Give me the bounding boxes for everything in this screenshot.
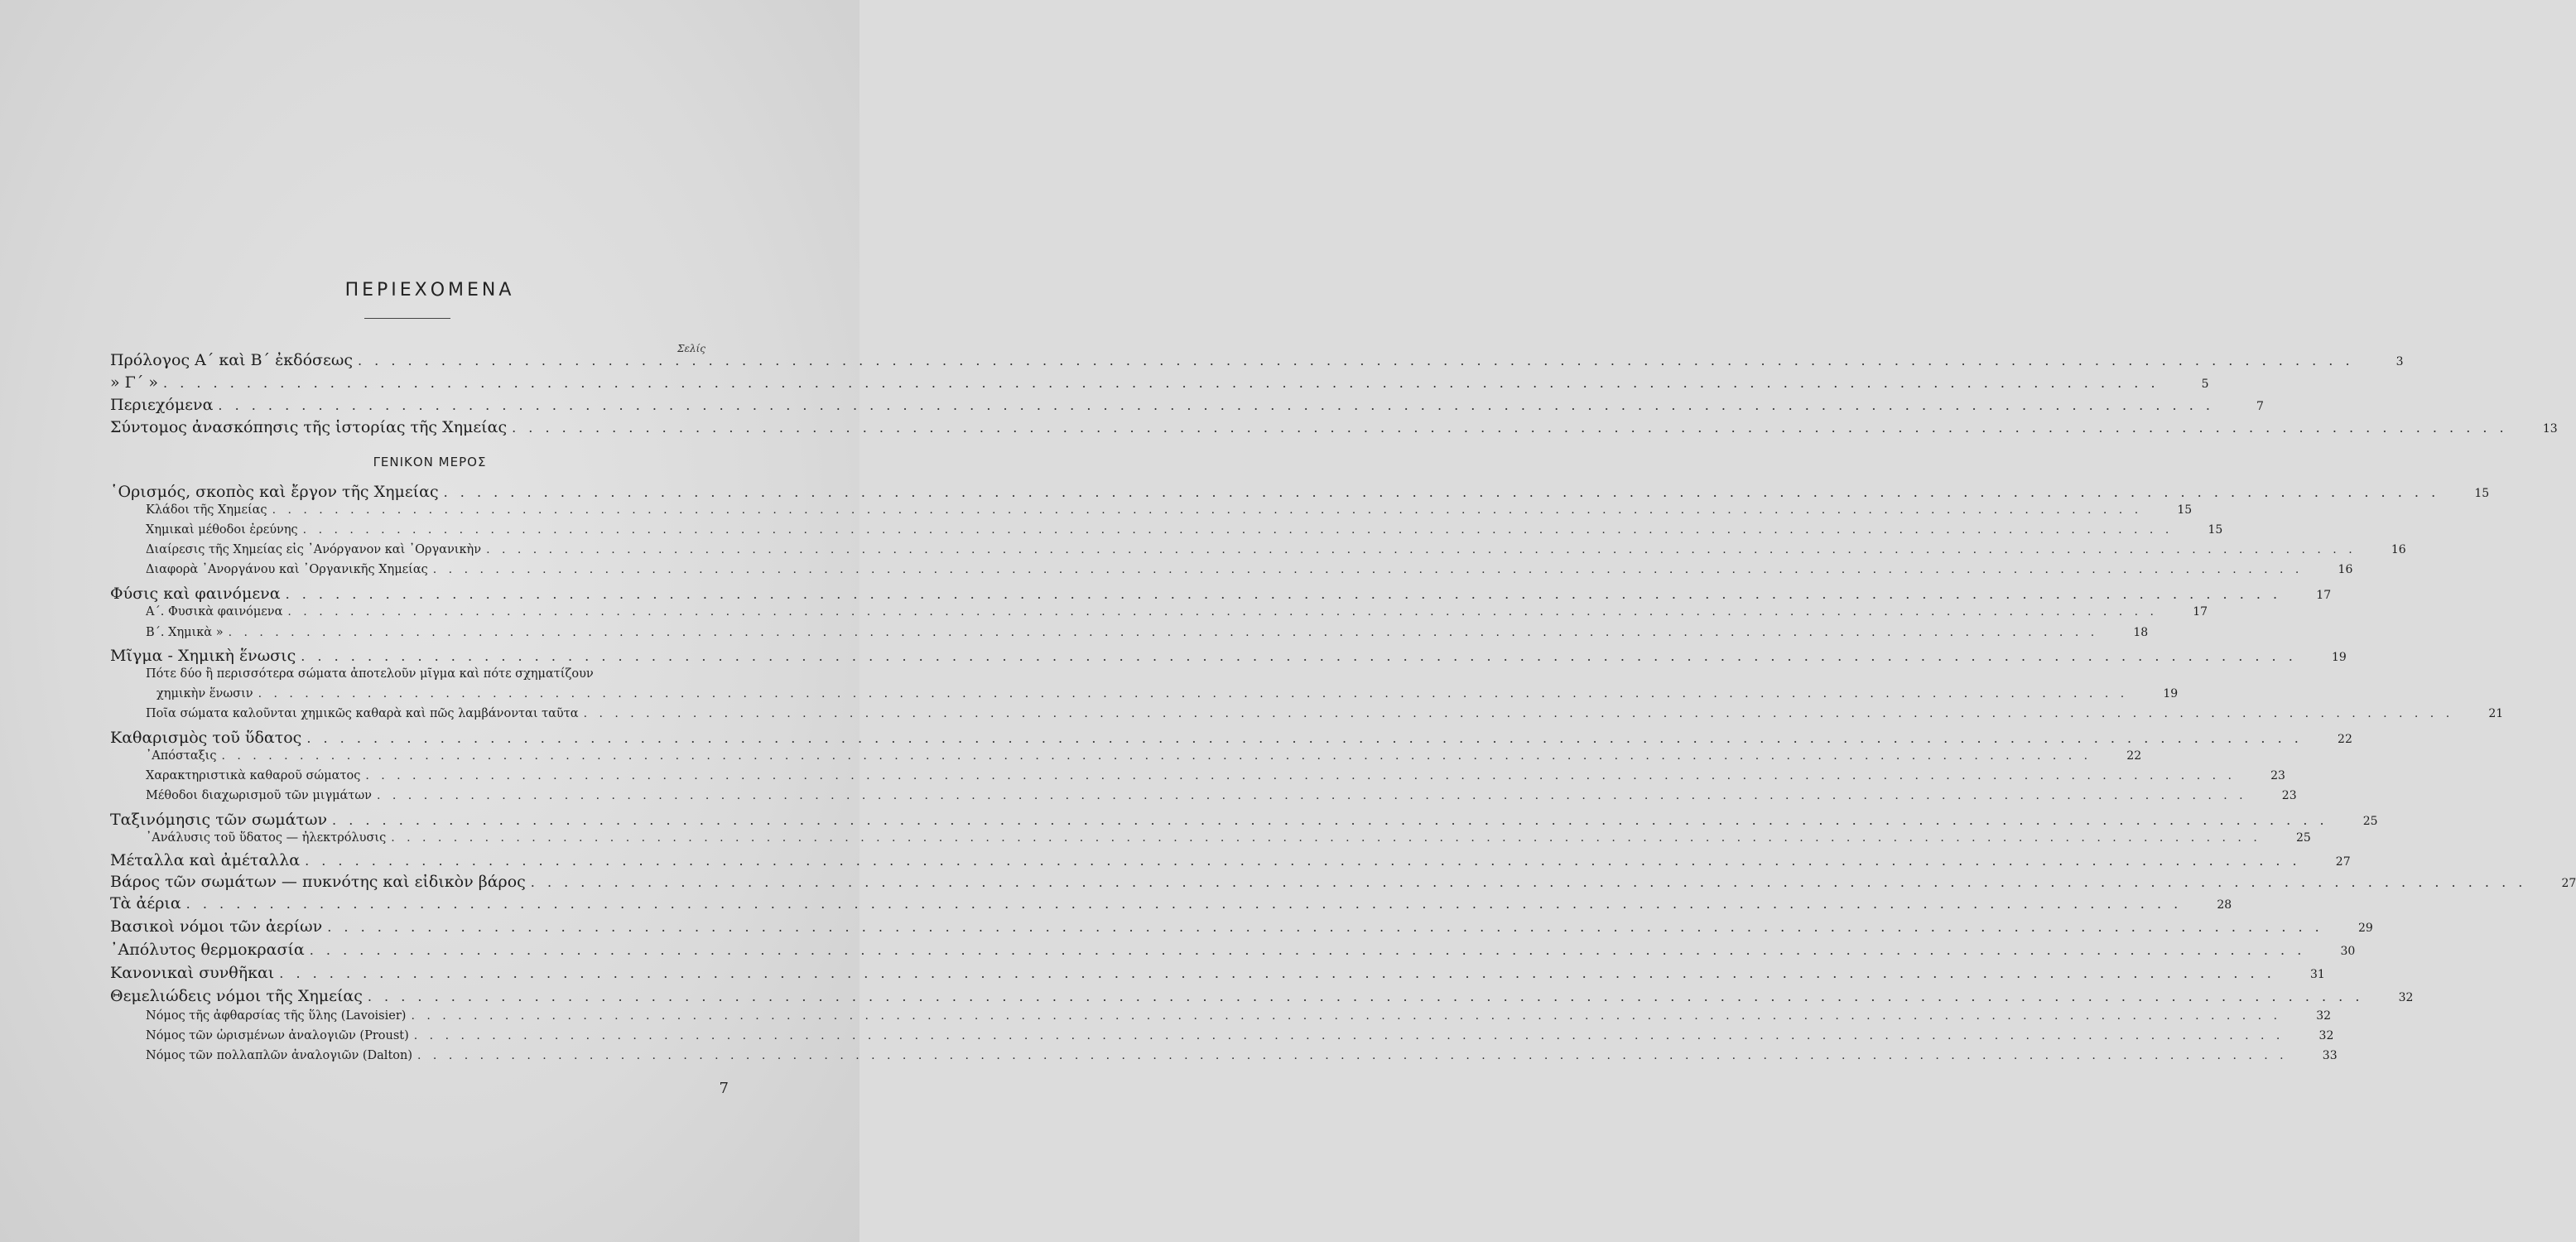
dot-leader: . . . . . . . . . . . . . . . . . . . . . . . . . . . . . . . . . . . . . . . . . . . . . . . . . . . . . . . . . . . . . . . . . . . . . . . . . . . . . . . . . . . . . . . . . . . . . . . . . . . . . . . . . . . . . . . . . . . . . . . .: [306, 730, 2303, 746]
toc-entry-label: Μέθοδοι διαχωρισμοῦ τῶν μιγμάτων: [146, 789, 372, 802]
toc-entry: [0, 789, 2297, 812]
toc-entry-page: 16: [2391, 543, 2406, 556]
toc-entry-page: 25: [2362, 815, 2378, 828]
toc-entry-page: 22: [2126, 749, 2142, 763]
toc-entry-label: Νόμος τῶν πολλαπλῶν ἀναλογιῶν (Dalton): [146, 1049, 413, 1062]
toc-entry-page: 7: [2256, 400, 2264, 413]
dot-leader: . . . . . . . . . . . . . . . . . . . . . . . . . . . . . . . . . . . . . . . . . . . . . . . . . . . . . . . . . . . . . . . . . . . . . . . . . . . . . . . . . . . . . . . . . . . . . . . . . . . . . . . . . . . . . . . . . . . . . . . .: [279, 965, 2275, 981]
toc-entry-label: Πρόλογος Α΄ καὶ Β΄ ἐκδόσεως: [110, 351, 353, 369]
toc-entry-label: Μέταλλα καὶ ἀμέταλλα: [110, 851, 301, 869]
toc-entry-label: Χαρακτηριστικὰ καθαροῦ σώματος: [146, 769, 361, 782]
toc-entry-label: Βάρος τῶν σωμάτων — πυκνότης καὶ εἰδικὸν βάρος: [110, 873, 526, 891]
toc-entry: [0, 811, 2378, 834]
dot-leader: . . . . . . . . . . . . . . . . . . . . . . . . . . . . . . . . . . . . . . . . . . . . . . . . . . . . . . . . . . . . . . . . . . . . . . . . . . . . . . . . . . . . . . . . . . . . . . . . . . . . . . . . . . . . . . . . . . . . . . . .: [305, 853, 2301, 869]
dot-leader: . . . . . . . . . . . . . . . . . . . . . . . . . . . . . . . . . . . . . . . . . . . . . . . . . . . . . . . . . . . . . . . . . . . . . . . . . . . . . . . . . . . . . . . . . . . . . . . . . . . . . . . . . . . . . . . . . . . . . . . .: [413, 1029, 2285, 1042]
toc-entry-page: 23: [2270, 769, 2285, 782]
dot-leader: . . . . . . . . . . . . . . . . . . . . . . . . . . . . . . . . . . . . . . . . . . . . . . . . . . . . . . . . . . . . . . . . . . . . . . . . . . . . . . . . . . . . . . . . . . . . . . . . . . . . . . . . . . . . . . . . . . . . . . . .: [285, 586, 2282, 602]
toc-entry: [0, 418, 2558, 441]
toc-entry-label: Χημικαὶ μέθοδοι ἐρεύνης: [146, 523, 298, 537]
toc-entry: [0, 626, 2149, 649]
toc-entry-label: Κλάδοι τῆς Χημείας: [146, 503, 267, 517]
toc-entry: [0, 351, 2404, 374]
toc-entry-page: 27: [2335, 855, 2351, 869]
toc-entry-page: 21: [2488, 707, 2504, 720]
toc-entry-page: 15: [2208, 523, 2223, 537]
toc-entry-page: 19: [2163, 687, 2179, 700]
toc-entry-page: 29: [2357, 922, 2373, 935]
dot-leader: . . . . . . . . . . . . . . . . . . . . . . . . . . . . . . . . . . . . . . . . . . . . . . . . . . . . . . . . . . . . . . . . . . . . . . . . . . . . . . . . . . . . . . . . . . . . . . . . . . . . . . . . . . . . . . . . . . . . . . . .: [583, 707, 2454, 720]
toc-entry: [0, 894, 2232, 917]
toc-entry-label: Περιεχόμενα: [110, 396, 214, 414]
toc-entry: [0, 917, 2373, 941]
toc-entry-page: 19: [2331, 651, 2347, 664]
dot-leader: . . . . . . . . . . . . . . . . . . . . . . . . . . . . . . . . . . . . . . . . . . . . . . . . . . . . . . . . . . . . . . . . . . . . . . . . . . . . . . . . . . . . . . . . . . . . . . . . . . . . . . . . . . . . . . . . . . . . . . . .: [327, 919, 2323, 935]
dot-leader: . . . . . . . . . . . . . . . . . . . . . . . . . . . . . . . . . . . . . . . . . . . . . . . . . . . . . . . . . . . . . . . . . . . . . . . . . . . . . . . . . . . . . . . . . . . . . . . . . . . . . . . . . . . . . . . . . . . . . . . .: [272, 503, 2143, 517]
toc-entry-label: Διαίρεσις τῆς Χημείας εἰς ᾿Ανόργανον καὶ ᾿Οργανικὴν: [146, 543, 482, 556]
toc-entry: [0, 373, 2209, 397]
toc-entry-label: Πότε δύο ἢ περισσότερα σώματα ἀποτελοῦν μῖγμα καὶ πότε σχηματίζουν: [146, 667, 594, 681]
dot-leader: . . . . . . . . . . . . . . . . . . . . . . . . . . . . . . . . . . . . . . . . . . . . . . . . . . . . . . . . . . . . . . . . . . . . . . . . . . . . . . . . . . . . . . . . . . . . . . . . . . . . . . . . . . . . . . . . . . . . . . . .: [332, 812, 2328, 828]
dot-leader: . . . . . . . . . . . . . . . . . . . . . . . . . . . . . . . . . . . . . . . . . . . . . . . . . . . . . . . . . . . . . . . . . . . . . . . . . . . . . . . . . . . . . . . . . . . . . . . . . . . . . . . . . . . . . . . . . . . . . . . .: [391, 831, 2261, 845]
toc-entry-label: ᾿Απόσταξις: [146, 749, 217, 763]
title-rule: [364, 318, 450, 319]
toc-entry-label: Κανονικαὶ συνθῆκαι: [110, 964, 275, 982]
dot-leader: . . . . . . . . . . . . . . . . . . . . . . . . . . . . . . . . . . . . . . . . . . . . . . . . . . . . . . . . . . . . . . . . . . . . . . . . . . . . . . . . . . . . . . . . . . . . . . . . . . . . . . . . . . . . . . . . . . . . . . . .: [377, 789, 2247, 802]
toc-entry: [0, 964, 2325, 987]
toc-entry-label: Διαφορὰ ᾿Ανοργάνου καὶ ᾿Οργανικῆς Χημείας: [146, 563, 428, 576]
toc-entry-label: Β΄. Χημικὰ »: [146, 626, 224, 639]
toc-entry-page: 15: [2474, 487, 2490, 500]
toc-entry-label: Α΄. Φυσικὰ φαινόμενα: [146, 605, 283, 619]
toc-entry: [0, 647, 2347, 670]
toc-entry-label: Μῖγμα - Χημικὴ ἕνωσις: [110, 647, 296, 665]
toc-entry: [0, 563, 2353, 586]
dot-leader: . . . . . . . . . . . . . . . . . . . . . . . . . . . . . . . . . . . . . . . . . . . . . . . . . . . . . . . . . . . . . . . . . . . . . . . . . . . . . . . . . . . . . . . . . . . . . . . . . . . . . . . . . . . . . . . . . . . . . . . .: [301, 648, 2297, 664]
dot-leader: . . . . . . . . . . . . . . . . . . . . . . . . . . . . . . . . . . . . . . . . . . . . . . . . . . . . . . . . . . . . . . . . . . . . . . . . . . . . . . . . . . . . . . . . . . . . . . . . . . . . . . . . . . . . . . . . . . . . . . . .: [258, 687, 2129, 700]
toc-entry-page: 33: [2322, 1049, 2338, 1062]
toc-entry-page: 31: [2309, 968, 2325, 981]
toc-entry: [0, 987, 2414, 1010]
toc-entry: [0, 1049, 2338, 1072]
toc-entry-label: Θεμελιώδεις νόμοι τῆς Χημείας: [110, 987, 363, 1005]
dot-leader: . . . . . . . . . . . . . . . . . . . . . . . . . . . . . . . . . . . . . . . . . . . . . . . . . . . . . . . . . . . . . . . . . . . . . . . . . . . . . . . . . . . . . . . . . . . . . . . . . . . . . . . . . . . . . . . . . . . . . . . .: [309, 942, 2306, 958]
toc-entry: [0, 851, 2351, 874]
dot-leader: . . . . . . . . . . . . . . . . . . . . . . . . . . . . . . . . . . . . . . . . . . . . . . . . . . . . . . . . . . . . . . . . . . . . . . . . . . . . . . . . . . . . . . . . . . . . . . . . . . . . . . . . . . . . . . . . . . . . . . . .: [432, 563, 2304, 576]
dot-leader: . . . . . . . . . . . . . . . . . . . . . . . . . . . . . . . . . . . . . . . . . . . . . . . . . . . . . . . . . . . . . . . . . . . . . . . . . . . . . . . . . . . . . . . . . . . . . . . . . . . . . . . . . . . . . . . . . . . . . . . .: [512, 420, 2508, 436]
toc-entry: [0, 483, 2490, 506]
toc-entry-label: χημικὴν ἕνωσιν: [156, 687, 253, 700]
dot-leader: . . . . . . . . . . . . . . . . . . . . . . . . . . . . . . . . . . . . . . . . . . . . . . . . . . . . . . . . . . . . . . . . . . . . . . . . . . . . . . . . . . . . . . . . . . . . . . . . . . . . . . . . . . . . . . . . . . . . . . . .: [443, 484, 2440, 500]
toc-entry-label: ᾿Απόλυτος θερμοκρασία: [110, 941, 305, 959]
toc-entry-label: ῾Ορισμός, σκοπὸς καὶ ἔργον τῆς Χημείας: [110, 483, 439, 501]
toc-entry-label: ᾿Ανάλυσις τοῦ ὕδατος — ἠλεκτρόλυσις: [146, 831, 387, 845]
toc-entry-label: Ποῖα σώματα καλοῦνται χημικῶς καθαρὰ καὶ πῶς λαμβάνονται ταῦτα: [146, 707, 579, 720]
toc-entry-page: 32: [2398, 991, 2414, 1004]
toc-entry-page: 32: [2318, 1029, 2334, 1042]
toc-entry: [0, 585, 2332, 608]
dot-leader: . . . . . . . . . . . . . . . . . . . . . . . . . . . . . . . . . . . . . . . . . . . . . . . . . . . . . . . . . . . . . . . . . . . . . . . . . . . . . . . . . . . . . . . . . . . . . . . . . . . . . . . . . . . . . . . . . . . . . . . .: [358, 353, 2354, 368]
dot-leader: . . . . . . . . . . . . . . . . . . . . . . . . . . . . . . . . . . . . . . . . . . . . . . . . . . . . . . . . . . . . . . . . . . . . . . . . . . . . . . . . . . . . . . . . . . . . . . . . . . . . . . . . . . . . . . . . . . . . . . . .: [185, 896, 2183, 912]
page-title: ΠΕΡΙΕΧΟΜΕΝΑ: [344, 280, 515, 301]
toc-entry-page: 17: [2316, 589, 2332, 602]
toc-entry-label: Νόμος τῆς ἀφθαρσίας τῆς ὕλης (Lavoisier): [146, 1009, 407, 1023]
toc-entry-label: Σύντομος ἀνασκόπησις τῆς ἱστορίας τῆς Χημείας: [110, 418, 508, 436]
dot-leader: . . . . . . . . . . . . . . . . . . . . . . . . . . . . . . . . . . . . . . . . . . . . . . . . . . . . . . . . . . . . . . . . . . . . . . . . . . . . . . . . . . . . . . . . . . . . . . . . . . . . . . . . . . . . . . . . . . . . . . . .: [218, 397, 2214, 413]
toc-entry-label: » Γ΄ »: [110, 373, 159, 392]
dot-leader: . . . . . . . . . . . . . . . . . . . . . . . . . . . . . . . . . . . . . . . . . . . . . . . . . . . . . . . . . . . . . . . . . . . . . . . . . . . . . . . . . . . . . . . . . . . . . . . . . . . . . . . . . . . . . . . . . . . . . . . .: [228, 626, 2099, 639]
toc-entry-page: 25: [2295, 831, 2311, 845]
toc-entry-label: Φύσις καὶ φαινόμενα: [110, 585, 281, 603]
toc-entry-page: 23: [2281, 789, 2297, 802]
toc-entry-page: 27: [2561, 877, 2576, 890]
toc-entry-label: Καθαρισμὸς τοῦ ὕδατος: [110, 729, 302, 747]
toc-entry-page: 32: [2316, 1009, 2332, 1023]
dot-leader: . . . . . . . . . . . . . . . . . . . . . . . . . . . . . . . . . . . . . . . . . . . . . . . . . . . . . . . . . . . . . . . . . . . . . . . . . . . . . . . . . . . . . . . . . . . . . . . . . . . . . . . . . . . . . . . . . . . . . . . .: [221, 749, 2092, 763]
page-number: 7: [719, 1080, 729, 1097]
page-column-label: Σελίς: [677, 343, 705, 354]
toc-entry: [0, 605, 2208, 628]
toc-entry: [0, 396, 2264, 419]
dot-leader: . . . . . . . . . . . . . . . . . . . . . . . . . . . . . . . . . . . . . . . . . . . . . . . . . . . . . . . . . . . . . . . . . . . . . . . . . . . . . . . . . . . . . . . . . . . . . . . . . . . . . . . . . . . . . . . . . . . . . . . .: [302, 523, 2174, 537]
toc-entry: [0, 729, 2352, 752]
dot-leader: . . . . . . . . . . . . . . . . . . . . . . . . . . . . . . . . . . . . . . . . . . . . . . . . . . . . . . . . . . . . . . . . . . . . . . . . . . . . . . . . . . . . . . . . . . . . . . . . . . . . . . . . . . . . . . . . . . . . . . . .: [163, 375, 2160, 391]
toc-entry-label: Νόμος τῶν ὡρισμένων ἀναλογιῶν (Proust): [146, 1029, 409, 1042]
toc-entry-page: 17: [2193, 605, 2208, 619]
dot-leader: . . . . . . . . . . . . . . . . . . . . . . . . . . . . . . . . . . . . . . . . . . . . . . . . . . . . . . . . . . . . . . . . . . . . . . . . . . . . . . . . . . . . . . . . . . . . . . . . . . . . . . . . . . . . . . . . . . . . . . . .: [417, 1049, 2288, 1062]
toc-entry: [0, 941, 2356, 964]
toc-entry-page: 22: [2338, 733, 2352, 746]
dot-leader: . . . . . . . . . . . . . . . . . . . . . . . . . . . . . . . . . . . . . . . . . . . . . . . . . . . . . . . . . . . . . . . . . . . . . . . . . . . . . . . . . . . . . . . . . . . . . . . . . . . . . . . . . . . . . . . . . . . . . . . .: [411, 1009, 2282, 1023]
dot-leader: . . . . . . . . . . . . . . . . . . . . . . . . . . . . . . . . . . . . . . . . . . . . . . . . . . . . . . . . . . . . . . . . . . . . . . . . . . . . . . . . . . . . . . . . . . . . . . . . . . . . . . . . . . . . . . . . . . . . . . . .: [486, 543, 2357, 556]
toc-entry-label: Τὰ ἀέρια: [110, 894, 181, 912]
toc-entry-page: 30: [2340, 945, 2356, 958]
dot-leader: . . . . . . . . . . . . . . . . . . . . . . . . . . . . . . . . . . . . . . . . . . . . . . . . . . . . . . . . . . . . . . . . . . . . . . . . . . . . . . . . . . . . . . . . . . . . . . . . . . . . . . . . . . . . . . . . . . . . . . . .: [367, 989, 2364, 1004]
toc-entry: [0, 707, 2504, 730]
toc-entry-label: Βασικοὶ νόμοι τῶν ἀερίων: [110, 917, 323, 936]
toc-entry-page: 3: [2395, 355, 2404, 368]
toc-entry-page: 15: [2177, 503, 2193, 517]
dot-leader: . . . . . . . . . . . . . . . . . . . . . . . . . . . . . . . . . . . . . . . . . . . . . . . . . . . . . . . . . . . . . . . . . . . . . . . . . . . . . . . . . . . . . . . . . . . . . . . . . . . . . . . . . . . . . . . . . . . . . . . .: [365, 769, 2236, 782]
toc-entry: [0, 873, 2576, 896]
section-heading: ΓΕΝΙΚΟΝ ΜΕΡΟΣ: [373, 455, 487, 469]
toc-entry-page: 13: [2542, 422, 2558, 436]
dot-leader: . . . . . . . . . . . . . . . . . . . . . . . . . . . . . . . . . . . . . . . . . . . . . . . . . . . . . . . . . . . . . . . . . . . . . . . . . . . . . . . . . . . . . . . . . . . . . . . . . . . . . . . . . . . . . . . . . . . . . . . .: [287, 605, 2159, 619]
toc-entry-label: Ταξινόμησις τῶν σωμάτων: [110, 811, 328, 829]
toc-entry-page: 5: [2201, 378, 2209, 391]
toc-entry-page: 28: [2217, 898, 2232, 912]
dot-leader: . . . . . . . . . . . . . . . . . . . . . . . . . . . . . . . . . . . . . . . . . . . . . . . . . . . . . . . . . . . . . . . . . . . . . . . . . . . . . . . . . . . . . . . . . . . . . . . . . . . . . . . . . . . . . . . . . . . . . . . .: [530, 874, 2527, 890]
toc-entry-page: 18: [2133, 626, 2149, 639]
toc-entry-page: 16: [2338, 563, 2353, 576]
